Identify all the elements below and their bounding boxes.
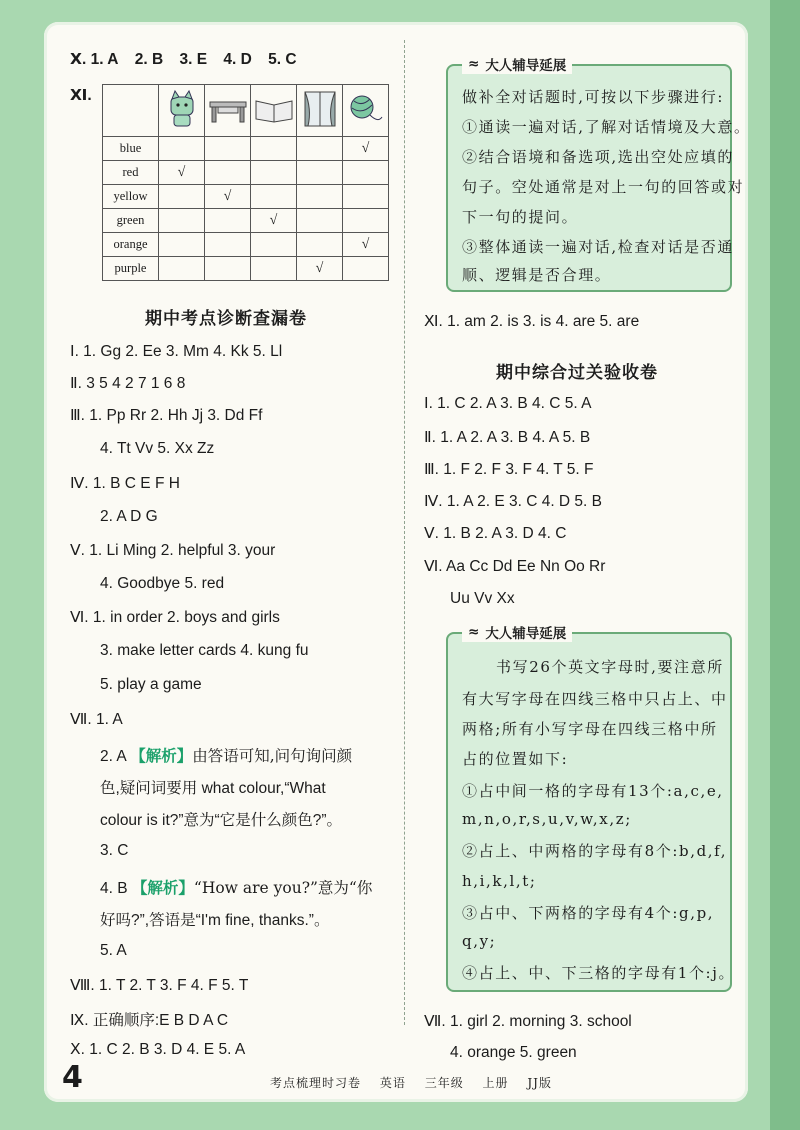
table-row: green √ (103, 209, 389, 233)
tip-header: ≈ 大人辅导延展 (462, 622, 572, 642)
table-row: yellow √ (103, 185, 389, 209)
answer-line: Ⅴ. 1. Li Ming 2. helpful 3. your (70, 542, 276, 559)
answer-line: 4. Goodbye 5. red (100, 575, 225, 592)
parent-tip-box-dialogue: ≈ 大人辅导延展 做补全对话题时,可按以下步骤进行: ①通读一遍对话,了解对话情境及大意。 ②结合语境和备选项,选出空处应填的 句子。空处通常是对上一句的回答或对 下一句的提问。 ③整体通读一遍对话,检查对话是否通 顺、逻辑是否合理。 (446, 64, 732, 292)
desk-icon (205, 85, 251, 137)
table-row: blue √ (103, 137, 389, 161)
answer-line: 3. make letter cards 4. kung fu (100, 642, 309, 659)
window-curtain-icon (297, 85, 343, 137)
left-sec11-label: Ⅺ. (70, 87, 92, 104)
left-sec10-answers: Ⅹ. 1. A 2. B 3. E 4. D 5. C (70, 51, 297, 68)
parent-tip-box-letters: ≈ 大人辅导延展 书写26个英文字母时,要注意所 有大写字母在四线三格中只占上、中 两格;所有小写字母在四线三格中所 占的位置如下: ①占中间一格的字母有13个:a,c,e, m,n,o,r,s,u,v,w,x,z; ②占上、中两格的字母有8个:b,d,f, h,i,k,l,t; ③占中、下两格的字母有4个:g,p, q,y; ④占上、中、下三格的字母有1个:j。 (446, 632, 732, 992)
midterm-diagnosis-title: 期中考点诊断查漏卷 (145, 309, 307, 329)
footer-book-info: 考点梳理时习卷 英语 三年级 上册 JJ版 (270, 1076, 552, 1090)
answer-line: Ⅺ. 1. am 2. is 3. is 4. are 5. are (424, 313, 640, 330)
table-row: red √ (103, 161, 389, 185)
analysis-tag: 【解析】 (131, 879, 194, 897)
explanation-line: colour is it?”意为“它是什么颜色?”。 (100, 812, 342, 829)
answer-line: Ⅱ. 1. A 2. A 3. B 4. A 5. B (424, 429, 591, 446)
answer-line: Ⅹ. 1. C 2. B 3. D 4. E 5. A (70, 1041, 246, 1058)
answer-line: Ⅵ. 1. in order 2. boys and girls (70, 609, 280, 626)
yarn-ball-icon (343, 85, 389, 137)
answer-line: Ⅲ. 1. F 2. F 3. F 4. T 5. F (424, 461, 594, 478)
answer-line: Ⅳ. 1. A 2. E 3. C 4. D 5. B (424, 493, 603, 510)
wave-icon: ≈ (468, 624, 480, 640)
answer-line: Ⅵ. Aa Cc Dd Ee Nn Oo Rr (424, 558, 606, 575)
analysis-tag: 【解析】 (130, 747, 193, 765)
explanation-line: 2. A 【解析】由答语可知,问句询问颜 (100, 747, 353, 765)
answer-line: Ⅸ. 正确顺序:E B D A C (70, 1012, 229, 1029)
final-check-title: 期中综合过关验收卷 (496, 363, 658, 383)
answer-line: 5. A (100, 942, 127, 959)
wave-icon: ≈ (468, 56, 480, 72)
answer-line: 3. C (100, 842, 129, 859)
column-divider (404, 40, 405, 1025)
answer-line: Uu Vv Xx (450, 590, 515, 607)
table-row: purple √ (103, 257, 389, 281)
answer-line: Ⅶ. 1. girl 2. morning 3. school (424, 1013, 632, 1030)
answer-line: Ⅰ. 1. C 2. A 3. B 4. C 5. A (424, 395, 592, 412)
answer-line: Ⅱ. 3 5 4 2 7 1 6 8 (70, 375, 186, 392)
page-number: 4 (62, 1060, 83, 1095)
explanation-line: 色,疑问词要用 what colour,“What (100, 780, 326, 797)
answer-line: Ⅲ. 1. Pp Rr 2. Hh Jj 3. Dd Ff (70, 407, 263, 424)
answer-line: 4. orange 5. green (450, 1044, 577, 1061)
table-header-row (103, 85, 389, 137)
table-row: orange √ (103, 233, 389, 257)
colour-match-table (102, 84, 389, 281)
answer-line: Ⅴ. 1. B 2. A 3. D 4. C (424, 525, 567, 542)
explanation-line: 4. B 【解析】“How are you?”意为“你 (100, 879, 373, 897)
tip-header: ≈ 大人辅导延展 (462, 54, 572, 74)
answer-line: 5. play a game (100, 676, 202, 693)
cat-toy-icon (159, 85, 205, 137)
answer-line: Ⅶ. 1. A (70, 711, 123, 728)
answer-line: Ⅳ. 1. B C E F H (70, 475, 180, 492)
answer-line: 4. Tt Vv 5. Xx Zz (100, 440, 215, 457)
page-edge-stripe (770, 0, 800, 1130)
answer-line: 2. A D G (100, 508, 158, 525)
explanation-line: 好吗?”,答语是“I'm fine, thanks.”。 (100, 912, 330, 929)
book-icon (251, 85, 297, 137)
answer-line: Ⅰ. 1. Gg 2. Ee 3. Mm 4. Kk 5. Ll (70, 343, 283, 360)
answer-line: Ⅷ. 1. T 2. T 3. F 4. F 5. T (70, 977, 249, 994)
